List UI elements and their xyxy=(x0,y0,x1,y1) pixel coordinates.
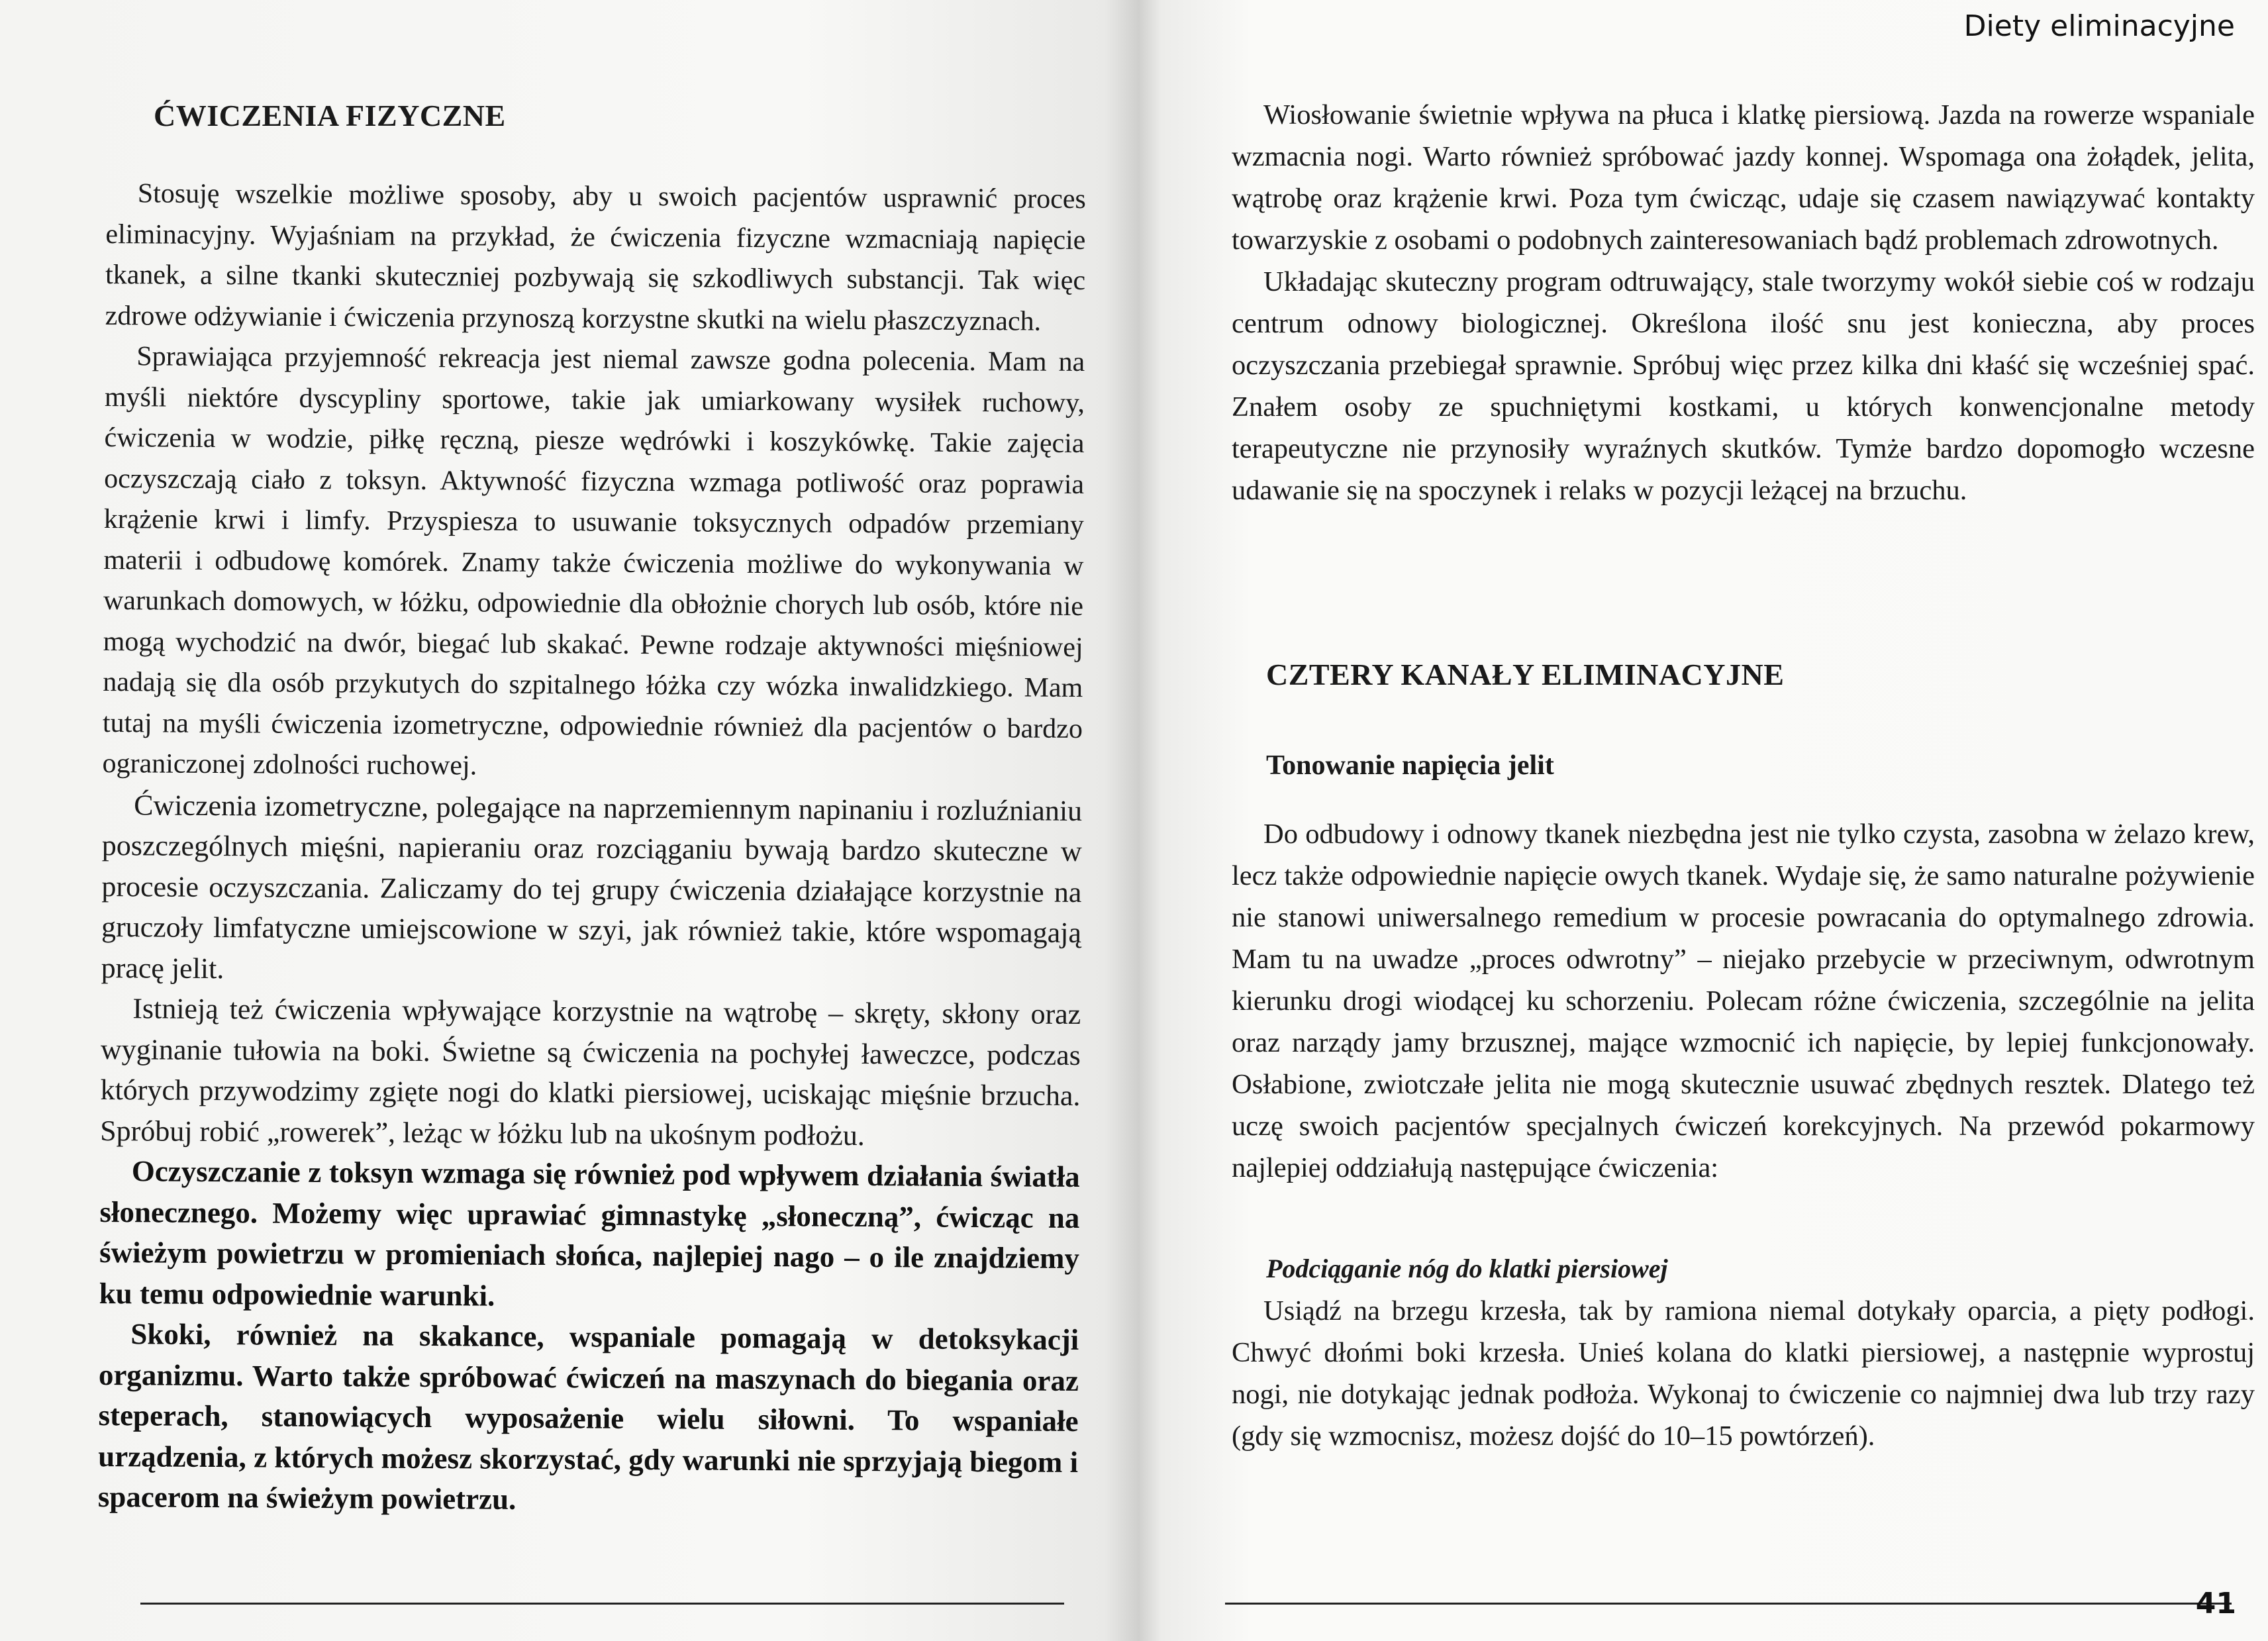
section-heading-exercises: ĆWICZENIA FIZYCZNE xyxy=(154,99,506,132)
paragraph: Wiosłowanie świetnie wpływa na płuca i klatkę piersiową. Jazda na rowerze wspaniale wzmacnia nogi. Warto również spróbować jazdy konnej. Wspomaga ona żołądek, jelita, wątrobę oraz krążenie krwi. Poza tym ćwicząc, udaje się czasem nawiązywać kontakty towarzyskie z osobami o podobnych zainteresowaniach bądź problemach zdrowotnych. xyxy=(1232,99,2255,256)
exercise-title: Podciąganie nóg do klatki piersiowej xyxy=(1266,1254,1668,1283)
page-number: 41 xyxy=(2195,1587,2236,1620)
paragraph: Sprawiająca przyjemność rekreacja jest niemal zawsze godna polecenia. Mam na myśli niektóre dyscypliny sportowe, takie jak umiarkowany wysiłek ruchowy, ćwiczenia w wodzie, piłkę ręczną, piesze wędrówki i koszykówkę. Takie zajęcia oczyszczają ciało z toksyn. Aktywność fizyczna wzmaga potliwość oraz poprawia krążenie krwi i limfy. Przyspiesza to usuwanie toksycznych odpadów przemiany materii i odbudowę komórek. Znamy także ćwiczenia możliwe do wykonywania w warunkach domowych, w łóżku, odpowiednie dla obłożnie chorych lub osób, które nie mogą wychodzić na dwór, biegać lub skakać. Pewne rodzaje aktywności mięśniowej nadają się dla osób przykutych do szpitalnego łóżka czy wózka inwalidzkiego. Mam tutaj na myśli ćwiczenia izometryczne, odpowiednie również dla pacjentów o bardzo ograniczonej zdolności ruchowej. xyxy=(102,341,1085,781)
right-page xyxy=(1139,0,2268,1641)
subsection-heading: Tonowanie napięcia jelit xyxy=(1266,750,1554,781)
paragraph: Stosuję wszelkie możliwe sposoby, aby u swoich pacjentów usprawnić proces eliminacyjny. Wyjaśniam na przykład, że ćwiczenia fizyczne wzmacniają napięcie tkanek, a silne tkanki skuteczniej pozbywają się szkodliwych substancji. Tak więc zdrowe odżywianie i ćwiczenia przynoszą korzystne skutki na wielu płaszczyznach. xyxy=(105,178,1086,337)
running-head: Diety eliminacyjne xyxy=(1963,9,2235,43)
footer-rule xyxy=(1225,1603,2232,1605)
paragraph: Układając skuteczny program odtruwający, stale tworzymy wokół siebie coś w rodzaju centrum odnowy biologicznej. Określona ilość snu jest konieczna, aby proces oczyszczania przebiegał sprawnie. Spróbuj więc przez kilka dni kłaść się wcześniej spać. Znałem osoby ze spuchniętymi kostkami, u których konwencjonalne metody terapeutyczne nie przynosiły wyraźnych skutków. Tymże bardzo dopomogło wczesne udawanie się na spoczynek i relaks w pozycji leżącej na brzuchu. xyxy=(1232,266,2255,506)
section-body xyxy=(1232,813,2255,1189)
left-page-body xyxy=(98,174,1086,1524)
paragraph: Usiądź na brzegu krzesła, tak by ramiona niemal dotykały oparcia, a pięty podłogi. Chwyć dłońmi boki krzesła. Unieś kolana do klatki piersiowej, a następnie wyprostuj nogi, nie dotykając jednak podłoża. Wykonaj to ćwiczenie co najmniej dwa lub trzy razy (gdy się wzmocnisz, możesz dojść do 10–15 powtórzeń). xyxy=(1232,1295,2255,1452)
footer-rule xyxy=(140,1603,1064,1605)
exercise-body xyxy=(1232,1290,2255,1457)
paragraph: Skoki, również na skakance, wspaniale pomagają w detoksykacji organizmu. Warto także spróbować ćwiczeń na maszynach do biegania oraz steperach, stanowiących wyposażenie wielu siłowni. To wspaniałe urządzenia, z których możesz skorzystać, gdy warunki nie sprzyjają biegom i spacerom na świeżym powietrzu. xyxy=(97,1317,1079,1516)
paragraph: Do odbudowy i odnowy tkanek niezbędna jest nie tylko czysta, zasobna w żelazo krew, lecz także odpowiednie napięcie owych tkanek. Wydaje się, że samo naturalne pożywienie nie stanowi uniwersalnego remedium w procesie powracania do optymalnego zdrowia. Mam tu na uwadze „proces odwrotny” – niejako przebycie w przeciwnym, odwrotnym kierunku drogi wiodącej ku schorzeniu. Polecam różne ćwiczenia, szczególnie na jelita oraz narządy jamy brzusznej, mające wzmocnić ich napięcie, by lepiej funkcjonowały. Osłabione, zwiotczałe jelita nie mogą skutecznie usuwać zbędnych resztek. Dlatego też uczę swoich pacjentów specjalnych ćwiczeń korekcyjnych. Na przewód pokarmowy najlepiej oddziałują następujące ćwiczenia: xyxy=(1232,819,2255,1183)
section-heading-channels: CZTERY KANAŁY ELIMINACYJNE xyxy=(1266,658,1785,691)
paragraph: Oczyszczanie z toksyn wzmaga się również pod wpływem działania światła słonecznego. Możemy więc uprawiać gimnastykę „słoneczną”, ćwicząc na świeżym powietrzu w promieniach słońca, najlepiej nago – o ile znajdziemy ku temu odpowiednie warunki. xyxy=(99,1154,1080,1313)
paragraph: Ćwiczenia izometryczne, polegające na naprzemiennym napinaniu i rozluźnianiu poszczególnych mięśni, napieraniu oraz rozciąganiu bywają bardzo skuteczne w procesie oczyszczania. Zaliczamy do tej grupy ćwiczenia działające korzystnie na gruczoły limfatyczne umiejscowione w szyi, jak również takie, które wspomagają pracę jelit. xyxy=(101,788,1083,985)
paragraph: Istnieją też ćwiczenia wpływające korzystnie na wątrobę – skręty, skłony oraz wyginanie tułowia na boki. Świetne są ćwiczenia na pochyłej ławeczce, podczas których przywodzimy zgięte nogi do klatki piersiowej, uciskając mięśnie brzucha. Spróbuj robić „rowerek”, leżąc w łóżku lub na ukośnym podłożu. xyxy=(100,992,1081,1152)
right-page-intro xyxy=(1232,94,2255,511)
